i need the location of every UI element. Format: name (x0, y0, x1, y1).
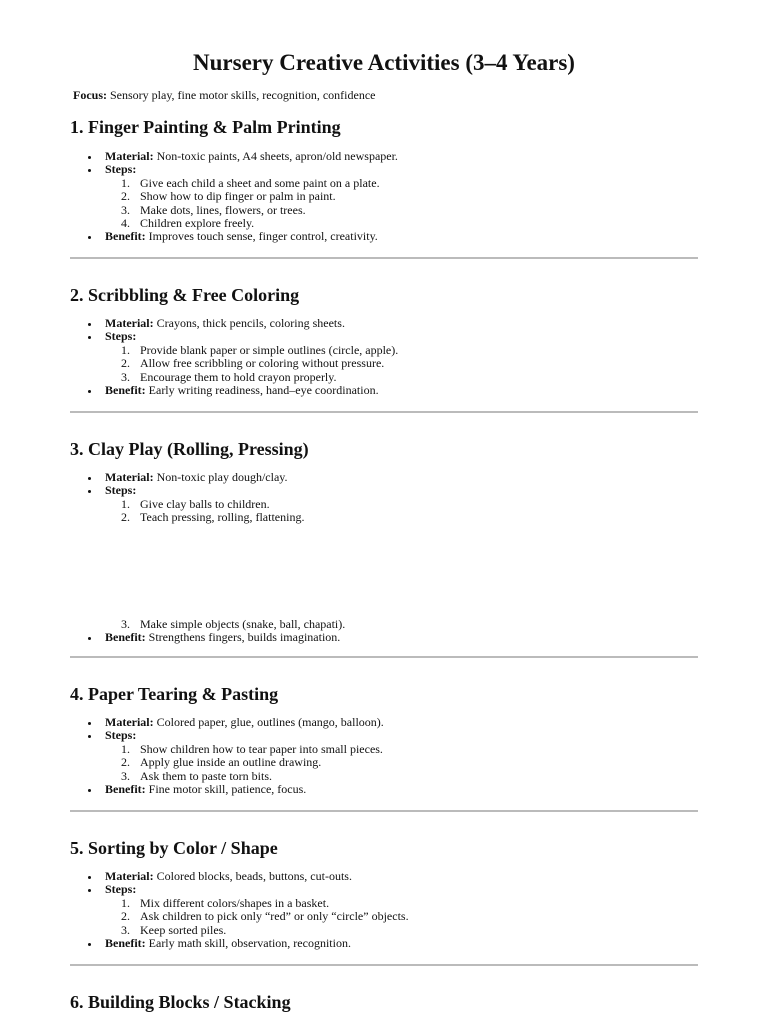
section-divider (70, 656, 698, 658)
step-item (70, 770, 698, 783)
benefit-label: Benefit: (105, 382, 146, 397)
steps-item (70, 883, 698, 896)
focus-text: Sensory play, fine motor skills, recognition, confidence (110, 88, 376, 102)
section-divider (70, 810, 698, 812)
material-label: Material: (105, 316, 154, 330)
step-text: Ask them to paste torn bits. (140, 768, 272, 783)
section-heading: 6. Building Blocks / Stacking (70, 992, 291, 1012)
step-text: Show children how to tear paper into small pieces. (140, 741, 383, 756)
step-item (70, 618, 698, 631)
step-item (70, 511, 698, 524)
step-item (70, 190, 698, 203)
step-text: Give each child a sheet and some paint on a plate. (140, 175, 380, 190)
step-number: 1. (121, 496, 130, 511)
step-number: 2. (121, 189, 130, 204)
steps-label: Steps: (105, 728, 137, 743)
step-number: 3. (121, 616, 130, 631)
step-item (70, 756, 698, 769)
step-item (70, 910, 698, 923)
blank-space (70, 525, 698, 618)
bullet-icon (88, 876, 91, 879)
benefit-text: Fine motor skill, patience, focus. (148, 781, 307, 796)
steps-item (70, 330, 698, 343)
document-title: Nursery Creative Activities (3–4 Years) (193, 50, 575, 75)
steps-label: Steps: (105, 483, 137, 498)
step-number: 3. (121, 202, 130, 217)
bullet-icon (88, 477, 91, 480)
benefit-item (70, 783, 698, 796)
step-number: 3. (121, 768, 130, 783)
step-text: Make dots, lines, flowers, or trees. (140, 202, 306, 217)
bullet-icon (88, 722, 91, 725)
focus-label: Focus: (73, 88, 107, 102)
material-label: Material: (105, 869, 154, 883)
bullet-icon (88, 169, 91, 172)
bullet-icon (88, 336, 91, 339)
benefit-item (70, 384, 698, 397)
step-number: 2. (121, 755, 130, 770)
step-item (70, 924, 698, 937)
step-text: Keep sorted piles. (140, 922, 227, 937)
material-item (70, 471, 698, 484)
activity-section-2 (70, 284, 698, 397)
steps-item (70, 729, 698, 742)
steps-item (70, 163, 698, 176)
bullet-icon (88, 637, 91, 640)
bullet-icon (88, 889, 91, 892)
material-text: Non-toxic play dough/clay. (156, 470, 288, 484)
step-number: 2. (121, 909, 130, 924)
step-number: 4. (121, 215, 130, 230)
benefit-item (70, 230, 698, 243)
bullet-icon (88, 156, 91, 159)
benefit-label: Benefit: (105, 935, 146, 950)
step-number: 2. (121, 510, 130, 525)
bullet-icon (88, 789, 91, 792)
activity-section-5 (70, 837, 698, 950)
benefit-label: Benefit: (105, 229, 146, 244)
section-heading: 1. Finger Painting & Palm Printing (70, 117, 341, 137)
steps-label: Steps: (105, 329, 137, 344)
step-number: 2. (121, 356, 130, 371)
section-divider (70, 964, 698, 966)
activity-section-1 (70, 116, 698, 244)
benefit-item (70, 937, 698, 950)
section-divider (70, 257, 698, 259)
steps-item (70, 484, 698, 497)
benefit-label: Benefit: (105, 781, 146, 796)
bullet-icon (88, 236, 91, 239)
step-text: Children explore freely. (140, 215, 255, 230)
step-number: 1. (121, 741, 130, 756)
section-heading: 3. Clay Play (Rolling, Pressing) (70, 439, 309, 459)
benefit-label: Benefit: (105, 629, 146, 644)
material-label: Material: (105, 470, 154, 484)
activity-section-6 (70, 991, 698, 1013)
step-text: Ask children to pick only “red” or only “circle” objects. (140, 909, 409, 924)
step-text: Apply glue inside an outline drawing. (140, 755, 322, 770)
step-number: 1. (121, 342, 130, 357)
material-text: Crayons, thick pencils, coloring sheets. (156, 316, 345, 330)
material-text: Non-toxic paints, A4 sheets, apron/old newspaper. (156, 149, 398, 163)
material-label: Material: (105, 149, 154, 163)
step-item (70, 357, 698, 370)
material-item (70, 870, 698, 883)
step-item (70, 344, 698, 357)
section-divider (70, 411, 698, 413)
step-text: Encourage them to hold crayon properly. (140, 369, 337, 384)
step-item (70, 371, 698, 384)
activity-section-3 (70, 438, 698, 644)
material-item (70, 716, 698, 729)
step-text: Teach pressing, rolling, flattening. (140, 510, 305, 525)
step-text: Show how to dip finger or palm in paint. (140, 189, 336, 204)
material-item (70, 317, 698, 330)
focus-line (73, 88, 376, 103)
steps-label: Steps: (105, 882, 137, 897)
activity-section-4 (70, 683, 698, 796)
step-item (70, 177, 698, 190)
benefit-item (70, 631, 698, 644)
section-heading: 5. Sorting by Color / Shape (70, 838, 278, 858)
step-text: Provide blank paper or simple outlines (circle, apple). (140, 342, 399, 357)
section-heading: 4. Paper Tearing & Pasting (70, 684, 279, 704)
bullet-icon (88, 943, 91, 946)
benefit-text: Early writing readiness, hand–eye coordination. (148, 382, 379, 397)
step-text: Mix different colors/shapes in a basket. (140, 895, 330, 910)
material-label: Material: (105, 715, 154, 729)
bullet-icon (88, 390, 91, 393)
step-number: 3. (121, 922, 130, 937)
bullet-icon (88, 323, 91, 326)
material-text: Colored blocks, beads, buttons, cut-outs. (156, 869, 352, 883)
step-number: 1. (121, 895, 130, 910)
step-item (70, 897, 698, 910)
step-item (70, 217, 698, 230)
bullet-icon (88, 735, 91, 738)
step-number: 3. (121, 369, 130, 384)
step-text: Make simple objects (snake, ball, chapati). (140, 616, 346, 631)
step-item (70, 204, 698, 217)
benefit-text: Improves touch sense, finger control, creativity. (148, 229, 378, 244)
step-text: Give clay balls to children. (140, 496, 270, 511)
step-text: Allow free scribbling or coloring without pressure. (140, 356, 385, 371)
step-number: 1. (121, 175, 130, 190)
steps-label: Steps: (105, 162, 137, 177)
benefit-text: Early math skill, observation, recognition. (148, 935, 351, 950)
step-item (70, 498, 698, 511)
material-item (70, 150, 698, 163)
benefit-text: Strengthens fingers, builds imagination. (148, 629, 341, 644)
bullet-icon (88, 490, 91, 493)
section-heading: 2. Scribbling & Free Coloring (70, 285, 300, 305)
step-item (70, 743, 698, 756)
material-text: Colored paper, glue, outlines (mango, balloon). (156, 715, 384, 729)
